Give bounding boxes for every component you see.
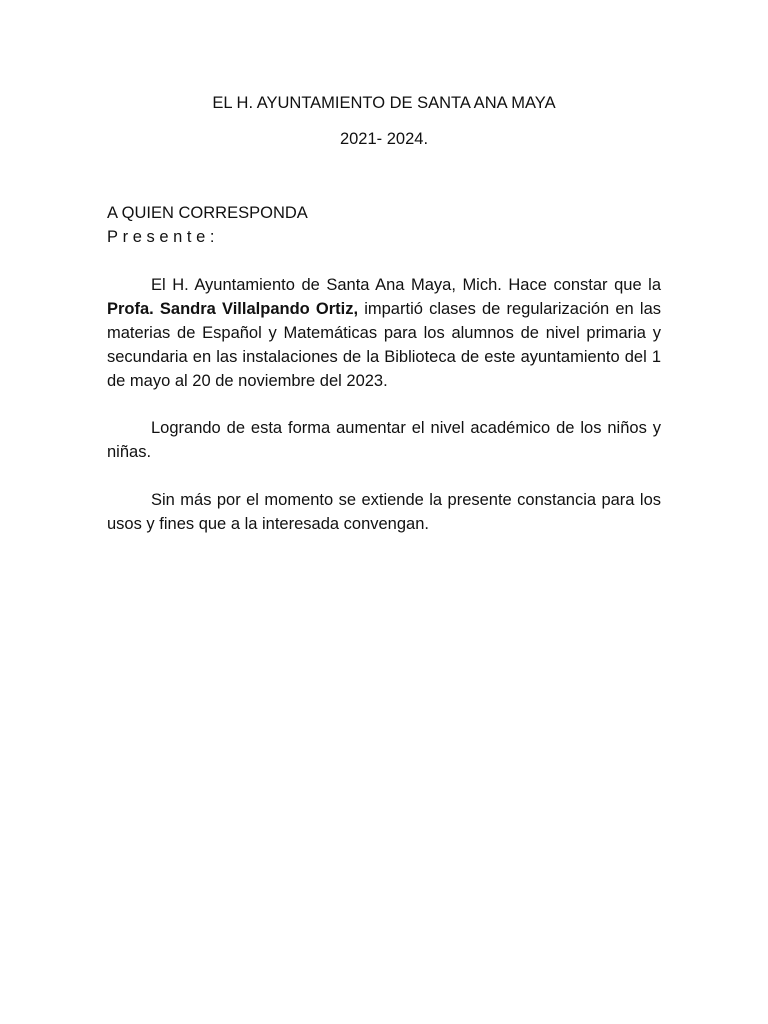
teacher-name: Profa. Sandra Villalpando Ortiz, [107,300,359,318]
administration-period: 2021- 2024. [339,130,429,148]
presente-line: Presente: [107,228,220,246]
salutation: A QUIEN CORRESPONDA [107,204,308,222]
paragraph-closing: Sin más por el momento se extiende la presente constancia para los usos y fines que a la interesada convengan. [107,491,661,533]
paragraph-certification-rest: impartió clases de regularización en las materias de Español y Matemáticas para los alumnos de nivel primaria y secundaria en las instalaciones de la Biblioteca de este ayuntamiento del 1 de mayo al 20 de noviembre del 2023. [107,300,661,390]
paragraph-certification [107,273,661,393]
document-title: EL H. AYUNTAMIENTO DE SANTA ANA MAYA [212,94,556,112]
paragraph-certification-intro: El H. Ayuntamiento de Santa Ana Maya, Mich. Hace constar que la [151,276,661,294]
paragraph-outcome: Logrando de esta forma aumentar el nivel académico de los niños y niñas. [107,419,661,461]
